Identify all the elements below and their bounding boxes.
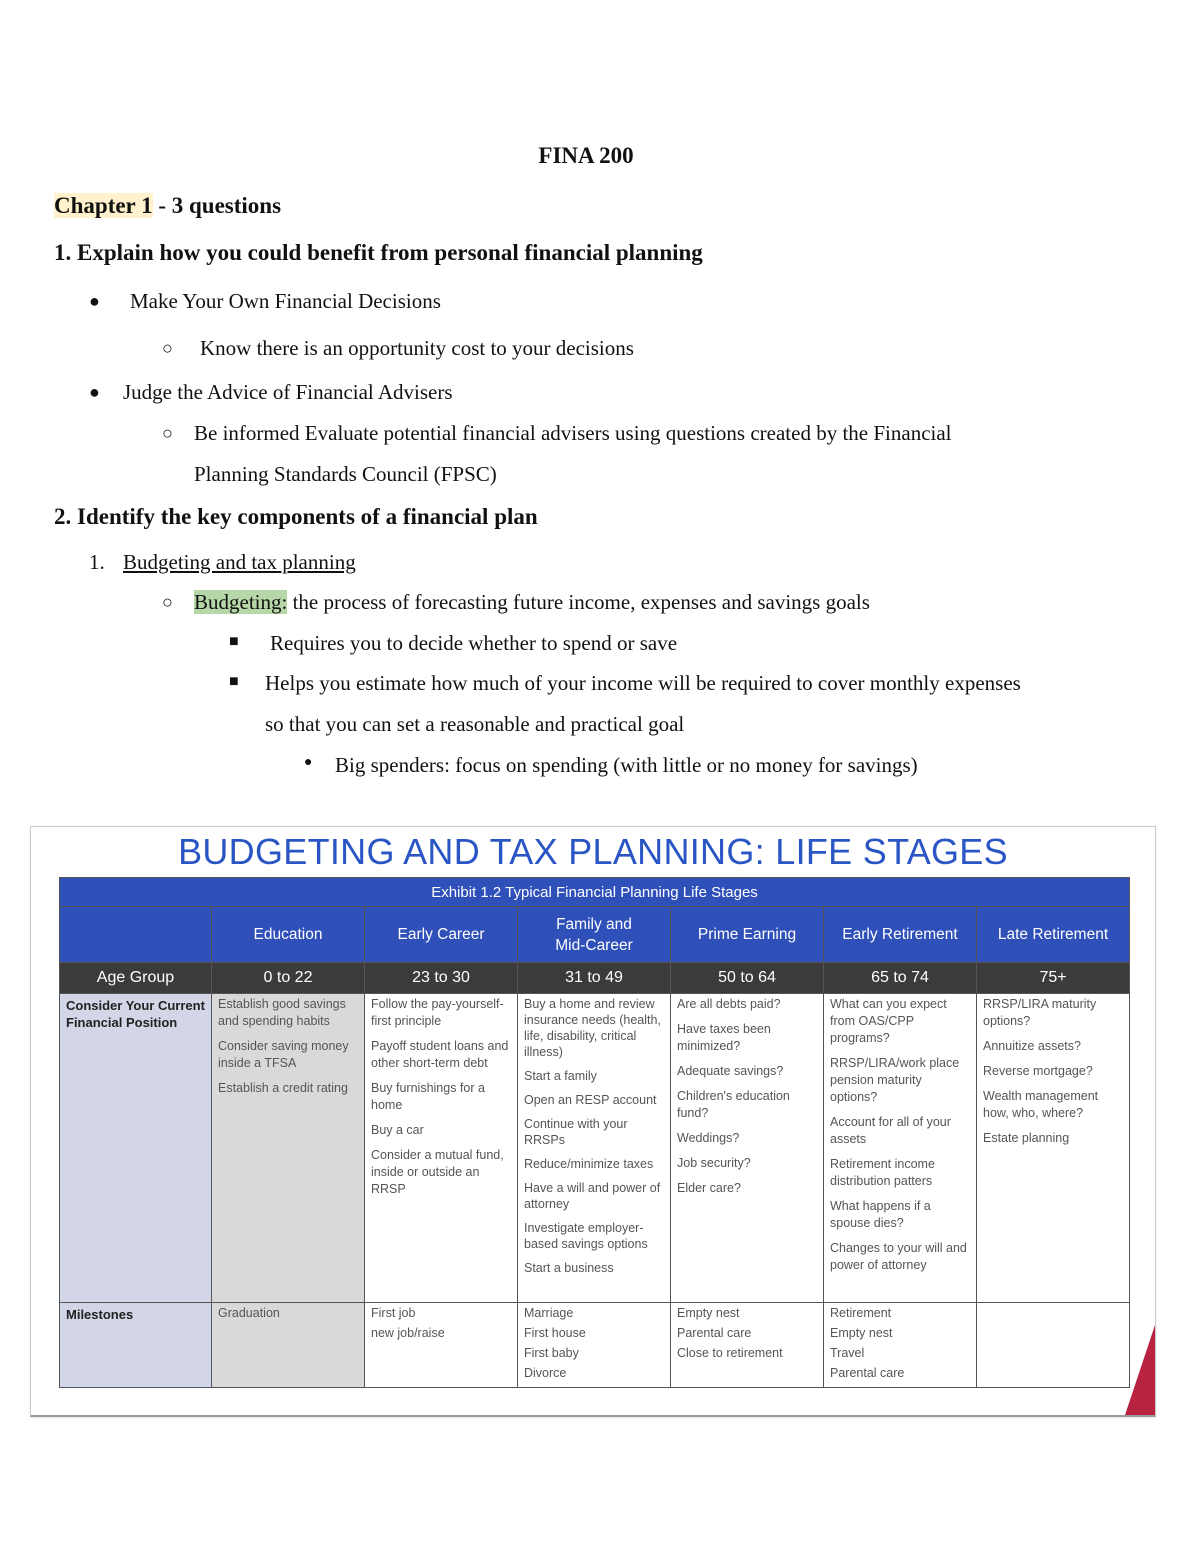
consideration-item: Continue with your RRSPs [524,1117,628,1147]
age-range: 50 to 64 [671,963,824,994]
numbered-item-budgeting: Budgeting and tax planning [123,550,356,574]
age-range: 23 to 30 [365,963,518,994]
question-1-heading: 1. Explain how you could benefit from personal financial planning [54,240,703,265]
filled-bullet-icon: ● [89,291,100,311]
consideration-item: Payoff student loans and other short-term debt [371,1039,509,1070]
stage-header: Prime Earning [671,907,824,963]
life-stages-table [59,877,1130,1388]
consideration-item: Establish a credit rating [218,1081,348,1095]
consideration-item: Reduce/minimize taxes [524,1157,654,1171]
consideration-item: Follow the pay-yourself-first principle [371,997,504,1028]
consideration-item: Have taxes been minimized? [677,1022,771,1053]
budgeting-point-2-line2: so that you can set a reasonable and practical goal [265,712,685,736]
filled-bullet-icon: ● [304,755,313,770]
consideration-item: Adequate savings? [677,1064,784,1078]
consideration-item: RRSP/LIRA maturity options? [983,997,1097,1028]
consideration-item: Open an RESP account [524,1093,657,1107]
q1-bullet-2-sub-line2: Planning Standards Council (FPSC) [194,462,497,486]
consideration-item: Reverse mortgage? [983,1064,1093,1078]
consideration-item: Estate planning [983,1131,1070,1145]
age-range: 0 to 22 [212,963,365,994]
consideration-item: RRSP/LIRA/work place pension maturity options? [830,1056,960,1104]
budgeting-point-1: Requires you to decide whether to spend or save [270,631,678,655]
milestones-cell [212,1303,365,1388]
milestone-item: Graduation [218,1306,280,1320]
q1-bullet-1: Make Your Own Financial Decisions [130,289,441,313]
milestones-cell [518,1303,671,1388]
consideration-item: Annuitize assets? [983,1039,1081,1053]
hollow-bullet-icon: ○ [162,423,173,443]
milestone-item: new job/raise [371,1326,445,1340]
row-label-milestones: Milestones [60,1303,212,1388]
milestone-item: Parental care [830,1366,905,1380]
slide-corner-accent [1125,1325,1155,1415]
milestones-cell [671,1303,824,1388]
life-stages-slide-image [30,826,1156,1417]
consideration-item: Start a business [524,1261,614,1275]
age-range: 75+ [977,963,1130,994]
financial-position-cell [977,994,1130,1303]
milestone-item: Divorce [524,1366,567,1380]
consideration-item: Retirement income distribution patters [830,1157,935,1188]
q1-bullet-2-sub-line1: Be informed Evaluate potential financial advisers using questions created by the Financial [194,421,952,445]
consideration-item: Account for all of your assets [830,1115,951,1146]
big-spenders-point: Big spenders: focus on spending (with little or no money for savings) [335,753,918,777]
milestone-item: Parental care [677,1326,752,1340]
consideration-item: Weddings? [677,1131,740,1145]
consideration-item: Start a family [524,1069,597,1083]
milestone-item: Retirement [830,1306,892,1320]
consideration-item: Buy a car [371,1123,424,1137]
consideration-item: What can you expect from OAS/CPP programs? [830,997,947,1045]
consideration-item: Are all debts paid? [677,997,781,1011]
budgeting-term: Budgeting: [194,590,288,614]
financial-position-cell [518,994,671,1303]
milestone-item: First job [371,1306,416,1320]
financial-position-cell [671,994,824,1303]
q1-bullet-2: Judge the Advice of Financial Advisers [123,380,453,404]
age-range: 31 to 49 [518,963,671,994]
consideration-item: Establish good savings and spending habits [218,997,346,1028]
slide-title: BUDGETING AND TAX PLANNING: LIFE STAGES [178,831,1008,872]
stage-header: Family and Mid-Career [518,907,671,963]
numbered-item-number: 1. [89,550,105,574]
stage-header: Early Career [365,907,518,963]
consideration-item: Consider a mutual fund, inside or outside an RRSP [371,1148,504,1196]
age-group-label: Age Group [60,963,212,994]
milestone-item: First baby [524,1346,579,1360]
hollow-bullet-icon: ○ [162,338,173,358]
budgeting-point-2-line1: Helps you estimate how much of your income will be required to cover monthly expenses [265,671,1021,695]
square-bullet-icon: ■ [229,633,239,650]
q1-bullet-1-sub: Know there is an opportunity cost to your decisions [200,336,634,360]
consideration-item: Elder care? [677,1181,741,1195]
consideration-item: Children's education fund? [677,1089,790,1120]
consideration-item: Have a will and power of attorney [524,1181,661,1211]
milestones-cell [365,1303,518,1388]
milestone-item: First house [524,1326,586,1340]
exhibit-caption: Exhibit 1.2 Typical Financial Planning Life Stages [60,878,1130,907]
budgeting-definition [194,588,870,616]
milestone-item: Close to retirement [677,1346,783,1360]
consideration-item: What happens if a spouse dies? [830,1199,931,1230]
milestones-cell [977,1303,1130,1388]
consideration-item: Investigate employer-based savings options [524,1221,648,1251]
chapter-rest: - 3 questions [152,193,282,218]
milestone-item: Empty nest [830,1326,893,1340]
stage-header: Early Retirement [824,907,977,963]
stage-header: Late Retirement [977,907,1130,963]
row-label-financial-position: Consider Your Current Financial Position [60,994,212,1303]
header-blank [60,907,212,963]
financial-position-cell [212,994,365,1303]
milestone-item: Marriage [524,1306,574,1320]
age-range: 65 to 74 [824,963,977,994]
milestone-item: Travel [830,1346,865,1360]
chapter-label: Chapter 1 [54,193,153,218]
consideration-item: Wealth management how, who, where? [983,1089,1099,1120]
document-title: FINA 200 [538,143,634,168]
budgeting-definition-text: the process of forecasting future income, expenses and savings goals [287,590,870,614]
consideration-item: Buy a home and review insurance needs (health, life, disability, critical illness) [524,997,661,1059]
question-2-heading: 2. Identify the key components of a financial plan [54,504,538,529]
consideration-item: Changes to your will and power of attorney [830,1241,967,1272]
financial-position-cell [824,994,977,1303]
milestones-cell [824,1303,977,1388]
consideration-item: Buy furnishings for a home [371,1081,485,1112]
consideration-item: Job security? [677,1156,751,1170]
milestone-item: Empty nest [677,1306,740,1320]
consideration-item: Consider saving money inside a TFSA [218,1039,349,1070]
hollow-bullet-icon: ○ [162,592,173,612]
financial-position-cell [365,994,518,1303]
stage-header: Education [212,907,365,963]
filled-bullet-icon: ● [89,382,100,402]
square-bullet-icon: ■ [229,673,239,690]
chapter-heading [54,192,281,220]
